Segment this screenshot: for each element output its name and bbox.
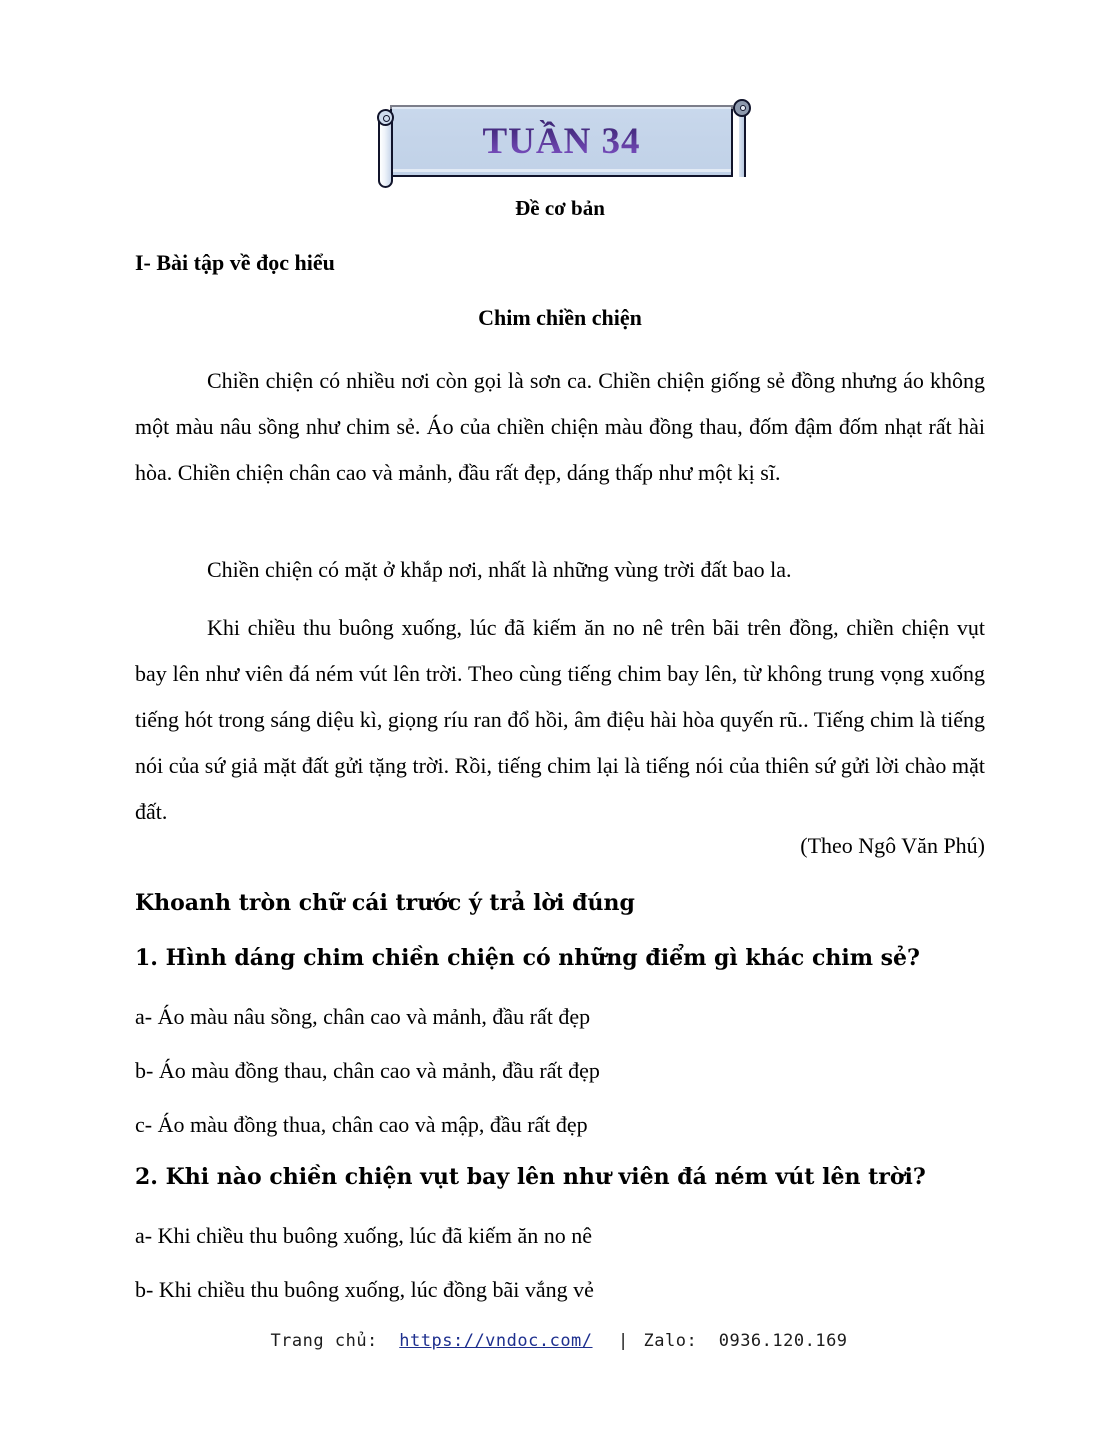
question-1: 1. Hình dáng chim chiền chiện có những điểm gì khác chim sẻ? xyxy=(135,945,920,971)
reading-paragraph: Chiền chiện có mặt ở khắp nơi, nhất là những vùng trời đất bao la. xyxy=(207,557,792,582)
banner-right-knob-icon xyxy=(733,99,751,117)
footer-website-link[interactable]: https://vndoc.com/ xyxy=(399,1331,593,1351)
reading-title: Chim chiền chiện xyxy=(478,305,642,330)
banner-title: TUẦN 34 xyxy=(390,105,733,177)
reading-paragraph: Khi chiều thu buông xuống, lúc đã kiếm ăn no nê trên bãi trên đồng, chiền chiện vụt bay lên như viên đá ném vút lên trời. Theo cùng tiếng chim bay lên, từ không trung vọng xuống tiếng hót trong sáng diệu kì, giọng ríu ran đổ hồi, âm điệu hài hòa quyến rũ.. Tiếng chim là tiếng nói của sứ giả mặt đất gửi tặng trời. Rồi, tiếng chim lại là tiếng nói của thiên sứ gửi lời chào mặt đất. xyxy=(135,615,985,824)
question-2: 2. Khi nào chiền chiện vụt bay lên như viên đá ném vút lên trời? xyxy=(135,1164,926,1190)
footer-home-label: Trang chủ: xyxy=(270,1331,378,1351)
footer-separator: | xyxy=(618,1331,629,1351)
question-1-option-a[interactable]: a- Áo màu nâu sồng, chân cao và mảnh, đầu rất đẹp xyxy=(135,1004,591,1029)
section-heading: I- Bài tập về đọc hiểu xyxy=(135,250,335,275)
question-1-option-c[interactable]: c- Áo màu đồng thua, chân cao và mập, đầu rất đẹp xyxy=(135,1112,588,1137)
question-2-option-b[interactable]: b- Khi chiều thu buông xuống, lúc đồng bãi vắng vẻ xyxy=(135,1277,594,1302)
instruction-line: Khoanh tròn chữ cái trước ý trả lời đúng xyxy=(135,890,635,916)
document-subtitle: Đề cơ bản xyxy=(515,196,605,220)
question-2-option-a[interactable]: a- Khi chiều thu buông xuống, lúc đã kiếm ăn no nê xyxy=(135,1223,593,1248)
reading-attribution: (Theo Ngô Văn Phú) xyxy=(800,833,985,858)
week-banner xyxy=(373,96,755,188)
page-footer xyxy=(0,1331,1118,1351)
footer-zalo-number: 0936.120.169 xyxy=(718,1331,848,1351)
footer-zalo-label: Zalo: xyxy=(643,1331,698,1351)
question-1-option-b[interactable]: b- Áo màu đồng thau, chân cao và mảnh, đầu rất đẹp xyxy=(135,1058,600,1083)
reading-paragraph: Chiền chiện có nhiều nơi còn gọi là sơn ca. Chiền chiện giống sẻ đồng nhưng áo không một màu nâu sồng như chim sẻ. Áo của chiền chiện màu đồng thau, đốm đậm đốm nhạt rất hài hòa. Chiền chiện chân cao và mảnh, đầu rất đẹp, dáng thấp như một kị sĩ. xyxy=(135,368,985,485)
